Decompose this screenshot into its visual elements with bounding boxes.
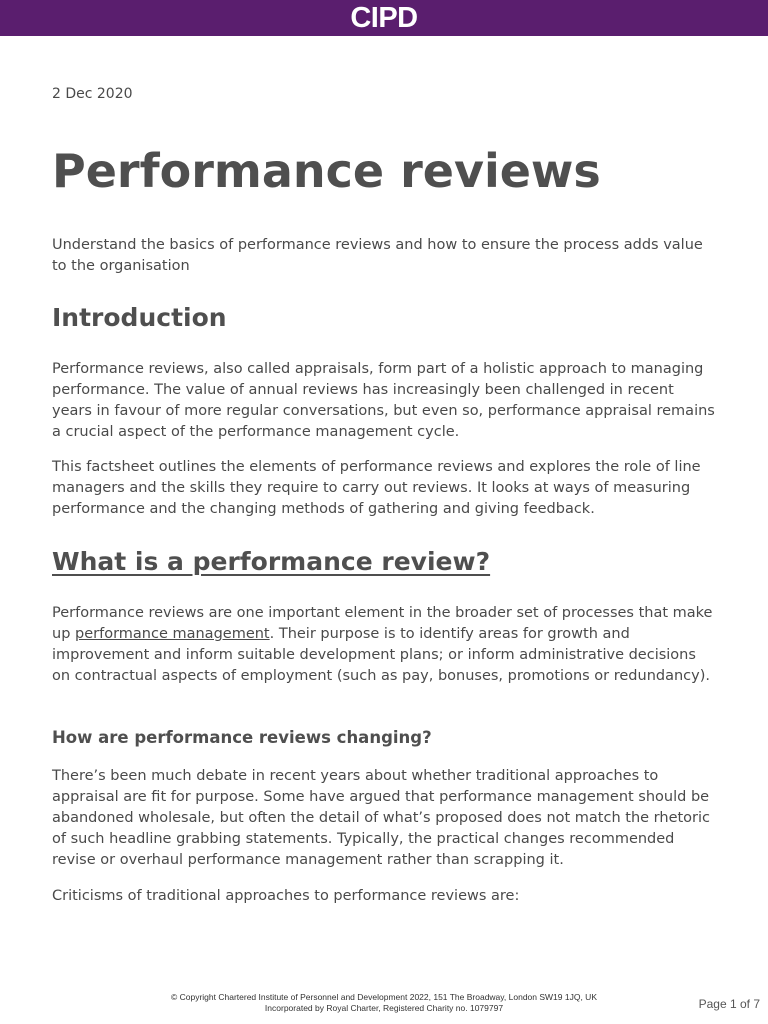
- page-title: Performance reviews: [52, 144, 601, 198]
- changing-paragraph-1: There’s been much debate in recent years about whether traditional approaches to appraisal are fit for purpose. Some have argued that performance management should be abandoned wholesale, but often the detail of what’s proposed does not match the rhetoric of such headline grabbing statements. Typically, the practical changes recommended revise or overhaul performance management rather than scrapping it.: [52, 768, 711, 868]
- what-is-text-end: . Their purpose is to identify areas for growth and improvement and inform suitable development plans; or inform administrative decisions on contractual aspects of employment (such as pay, bonuses, promotions or redundancy).: [52, 626, 710, 684]
- page-number: Page 1 of 7: [698, 997, 760, 1011]
- footer-line-1: © Copyright Chartered Institute of Personnel and Development 2022, 151 The Broadway, London SW19 1JQ, UK: [170, 992, 597, 1002]
- cipd-logo: CIPD: [350, 2, 418, 34]
- what-is-performance-review-heading[interactable]: What is a performance review?: [52, 547, 491, 576]
- publish-date: 2 Dec 2020: [52, 86, 133, 102]
- changing-paragraph-2: Criticisms of traditional approaches to performance reviews are:: [52, 888, 520, 904]
- intro-paragraph-1: Performance reviews, also called appraisals, form part of a holistic approach to managing performance. The value of annual reviews has increasingly been challenged in recent years in favour of more regular conversations, but even so, performance appraisal remains a crucial aspect of the performance management cycle.: [52, 361, 715, 440]
- footer-line-2: Incorporated by Royal Charter, Registered Charity no. 1079797: [264, 1003, 504, 1013]
- header-bar: [0, 0, 768, 36]
- introduction-heading: Introduction: [52, 303, 227, 332]
- changing-heading: How are performance reviews changing?: [52, 728, 432, 747]
- performance-management-link[interactable]: performance management: [75, 626, 270, 642]
- what-is-text-start: Performance reviews are one important element in the broader set of processes that make up: [52, 605, 713, 642]
- page-subtitle: Understand the basics of performance reviews and how to ensure the process adds value to the organisation: [52, 237, 703, 274]
- intro-paragraph-2: This factsheet outlines the elements of performance reviews and explores the role of line managers and the skills they require to carry out reviews. It looks at ways of measuring performance and the changing methods of gathering and giving feedback.: [52, 459, 701, 517]
- footer-copyright: [100, 992, 668, 1014]
- what-is-paragraph: [52, 603, 717, 687]
